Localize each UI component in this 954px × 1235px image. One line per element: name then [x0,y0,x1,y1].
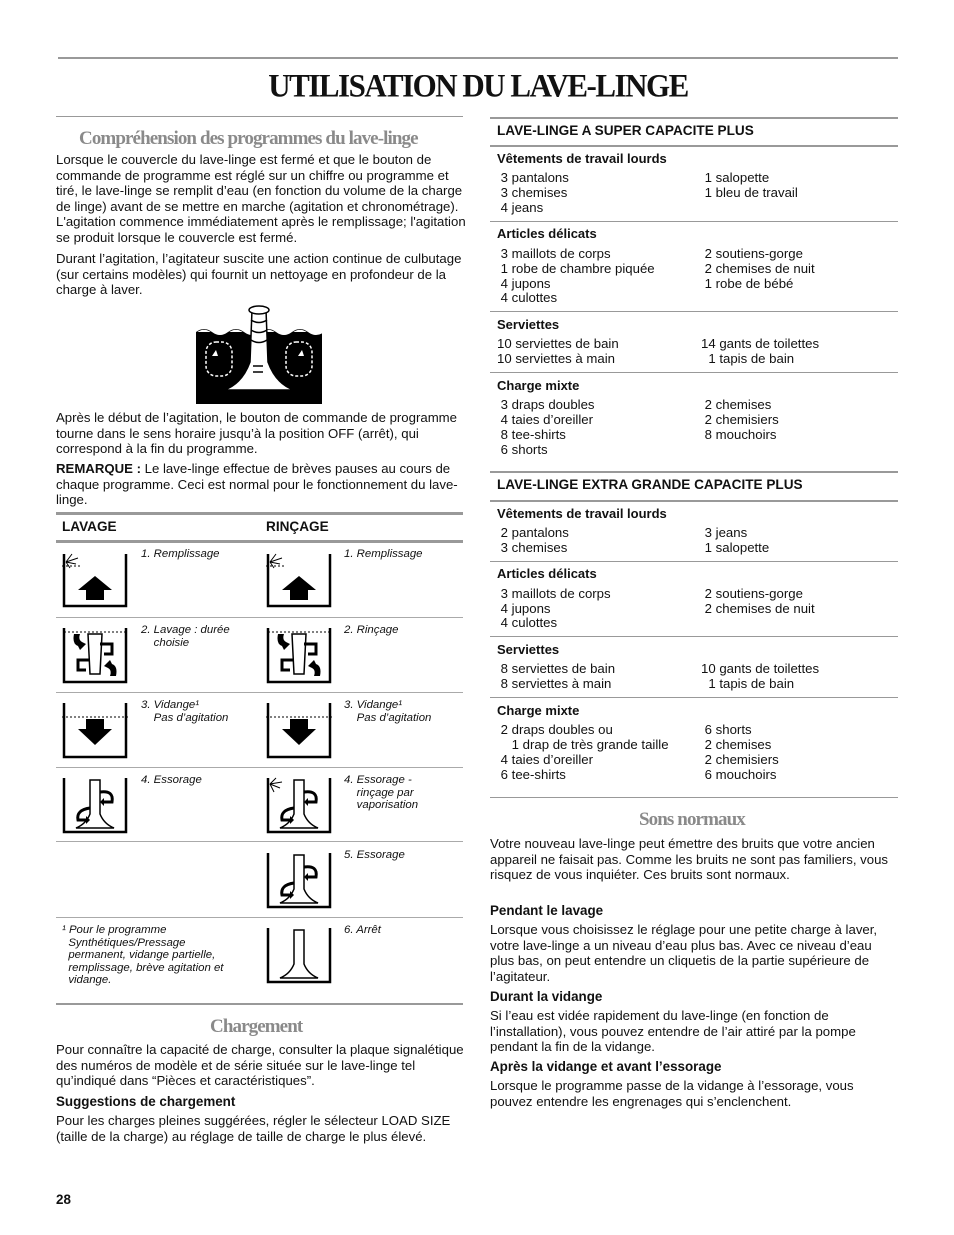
rinse-step-label: 6. Arrêt [344,924,381,936]
subheading: Suggestions de chargement [56,1094,236,1109]
load-item: 8 tee-shirts [497,427,566,442]
section-heading-cycles: Compréhension des programmes du lave-linge [79,128,418,149]
row-divider [490,797,898,798]
load-item: 1 salopette [701,170,770,185]
paragraph: Durant l’agitation, l’agitateur suscite une action continue de culbutage (sur certains modèles) qui fournit un nettoyage en profondeur de la charge à laver. [56,251,462,298]
load-item: 2 chemises [701,737,772,752]
col-header-wash: LAVAGE [62,519,117,534]
agitator-illustration [196,302,322,404]
load-item: 2 chemisiers [701,752,779,767]
load-item: 3 draps doubles [497,397,595,412]
row-divider [490,697,898,698]
drain-icon [264,699,334,761]
col-header-rinse: RINÇAGE [266,519,329,534]
table-rule [490,117,898,119]
load-item: 8 serviettes à main [497,676,612,691]
load-group-heading: Serviettes [497,317,560,332]
paragraph: Lorsque vous choisissez le réglage pour une petite charge à laver, votre lave-linge a un niveau d’eau plus bas. Avec ce niveau d’eau plus bas, on peut entendre un cliquetis de la partie supérieure de l’agitateur. [490,922,878,984]
load-item: 2 chemisiers [701,412,779,427]
row-divider [56,617,463,618]
rinse-step-label: 1. Remplissage [344,548,423,560]
section-heading-loading: Chargement [210,1016,303,1037]
load-group-heading: Vêtements de travail lourds [497,151,667,166]
fill-icon [60,548,130,610]
subheading: Pendant le lavage [490,903,604,918]
load-item: 2 chemises de nuit [701,261,815,276]
load-item: 1 robe de chambre piquée [497,261,655,276]
drain-icon [60,699,130,761]
load-item: 2 draps doubles ou [497,722,613,737]
capacity-table-title: LAVE-LINGE EXTRA GRANDE CAPACITE PLUS [497,477,803,492]
rinse-step-label: 3. Vidange¹ Pas d’agitation [344,699,432,724]
rinse-agitate-icon [264,624,334,686]
load-item: 8 serviettes de bain [497,661,616,676]
paragraph: Pour connaître la capacité de charge, consulter la plaque signalétique des numéros de modèle et de série située sur le lave-linge tel qu’indiqué dans “Pièces et caractéristiques”. [56,1042,464,1089]
paragraph: Si l’eau est vidée rapidement du lave-linge (en fonction de l’installation), vous pouvez entendre de l’air attiré par la pompe pendant la fin de la vidange. [490,1008,856,1055]
load-item: 3 jeans [701,525,748,540]
wash-step-label: 1. Remplissage [141,548,220,560]
row-divider [56,692,463,693]
table-rule [56,512,463,515]
section-heading-sounds: Sons normaux [639,809,745,830]
table-rule [56,540,463,543]
row-divider [490,311,898,312]
load-item: 2 pantalons [497,525,569,540]
section-rule [56,116,463,117]
paragraph: Après le début de l’agitation, le bouton de commande de programme tourne dans le sens horaire jusqu’à la position OFF (arrêt), qui correspond à la fin du programme. [56,410,458,457]
paragraph: Votre nouveau lave-linge peut émettre des bruits que votre ancien appareil ne faisait pas. Comme les bruits ne sont pas familiers, vous risquez de vous inquiéter. Ces bruits sont normaux. [490,836,889,883]
load-group-heading: Articles délicats [497,566,597,581]
load-item: 3 pantalons [497,170,569,185]
table-rule [490,500,898,502]
load-group-heading: Charge mixte [497,378,580,393]
row-divider [56,917,463,918]
load-item: 6 shorts [701,722,752,737]
stop-icon [264,924,334,986]
agitate-icon [60,624,130,686]
load-item: 4 taies d’oreiller [497,412,594,427]
fill-icon [264,548,334,610]
spin-icon [264,849,334,911]
load-item: 1 salopette [701,540,770,555]
row-divider [56,767,463,768]
rinse-step-label: 5. Essorage [344,849,405,861]
rinse-step-label: 2. Rinçage [344,624,399,636]
load-group-heading: Vêtements de travail lourds [497,506,667,521]
load-item: 14 gants de toilettes [701,336,820,351]
spray-rinse-spin-icon [264,774,334,836]
load-item: 3 maillots de corps [497,586,611,601]
row-divider [490,221,898,222]
load-item: 6 mouchoirs [701,767,777,782]
load-item: 2 soutiens-gorge [701,246,803,261]
top-rule [58,57,898,59]
load-item: 8 mouchoirs [701,427,777,442]
paragraph: Lorsque le couvercle du lave-linge est fermé et que le bouton de commande de programme est réglé sur un chiffre ou programme et tiré, le lave-linge se remplit d’eau (en fonction du volume de la charge de linge) avant de se mettre en marche (agitation et chronométrage). L'agitation commence immédiatement après le remplissage; l'agitation se produit lorsque le couvercle est fermé. [56,152,466,245]
load-group-heading: Serviettes [497,642,560,657]
load-item: 2 soutiens-gorge [701,586,803,601]
load-item: 2 chemises [701,397,772,412]
page-title: UTILISATION DU LAVE-LINGE [268,67,688,104]
note-text: Le lave-linge effectue de brèves pauses au cours de chaque programme. Ceci est normal pour le fonctionnement du lave-linge. [56,461,458,508]
load-item: 10 gants de toilettes [701,661,820,676]
load-item: 4 jupons [497,276,551,291]
rinse-step-label: 4. Essorage - rinçage par vaporisation [344,774,419,811]
load-item: 6 shorts [497,442,548,457]
load-item: 1 bleu de travail [701,185,798,200]
capacity-table-title: LAVE-LINGE A SUPER CAPACITE PLUS [497,123,754,138]
load-item: 1 tapis de bain [701,351,795,366]
load-item: 4 culottes [497,290,558,305]
load-group-heading: Articles délicats [497,226,597,241]
table-footnote: ¹ Pour le programme Synthétiques/Pressage permanent, vidange partielle, remplissage, brève agitation et vidange. [62,924,224,986]
load-item: 2 chemises de nuit [701,601,815,616]
wash-step-label: 2. Lavage : durée choisie [141,624,230,649]
paragraph: Pour les charges pleines suggérées, régler le sélecteur LOAD SIZE (taille de la charge) au réglage de taille de charge le plus élevé. [56,1113,451,1144]
load-item: 10 serviettes à main [497,351,616,366]
wash-step-label: 3. Vidange¹ Pas d’agitation [141,699,229,724]
load-item: 4 culottes [497,615,558,630]
subheading: Durant la vidange [490,989,603,1004]
subheading: Après la vidange et avant l’essorage [490,1059,722,1074]
load-item: 1 tapis de bain [701,676,795,691]
load-item: 3 maillots de corps [497,246,611,261]
note-label: REMARQUE : [56,461,141,476]
row-divider [56,841,463,842]
load-item: 4 jupons [497,601,551,616]
load-item: 1 robe de bébé [701,276,794,291]
load-item: 3 chemises [497,185,568,200]
load-item: 3 chemises [497,540,568,555]
spin-icon [60,774,130,836]
load-item: 1 drap de très grande taille [497,737,669,752]
note-paragraph [56,461,466,508]
load-item: 6 tee-shirts [497,767,566,782]
wash-step-label: 4. Essorage [141,774,202,786]
page-number: 28 [56,1192,71,1207]
load-item: 10 serviettes de bain [497,336,619,351]
load-item: 4 taies d’oreiller [497,752,594,767]
row-divider [490,636,898,637]
row-divider [490,561,898,562]
load-group-heading: Charge mixte [497,703,580,718]
table-rule [56,1003,463,1005]
table-rule [490,471,898,473]
row-divider [490,372,898,373]
table-rule [490,145,898,147]
paragraph: Lorsque le programme passe de la vidange à l’essorage, vous pouvez entendre les engrenages qui s’enclenchent. [490,1078,854,1109]
load-item: 4 jeans [497,200,544,215]
